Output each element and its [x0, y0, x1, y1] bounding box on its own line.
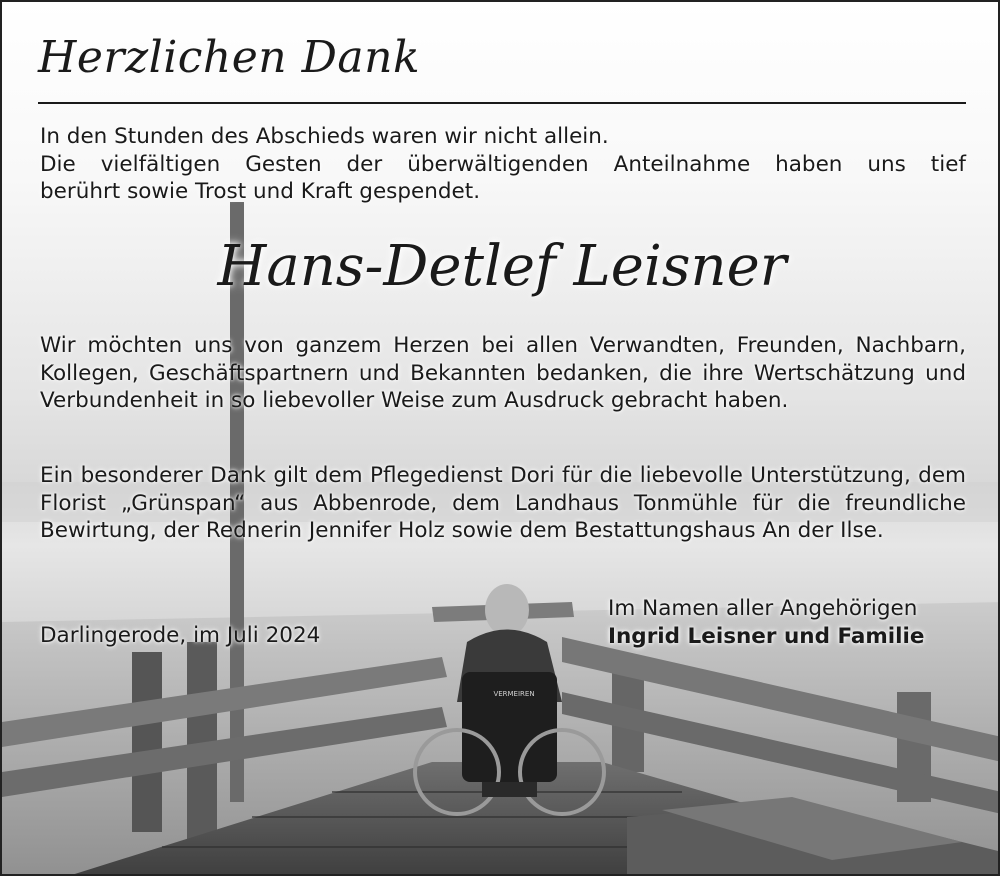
intro-paragraph: [40, 123, 966, 206]
heading-divider: [38, 102, 966, 104]
intro-line-3: berührt sowie Trost und Kraft gespendet.: [40, 179, 481, 204]
special-thanks-paragraph: Ein besonderer Dank gilt dem Pflegedienst Dori für die liebevolle Unterstützung, dem Florist „Grünspan“ aus Abbenrode, dem Landhaus Tonmühle für die freundliche Bewirtung, der Rednerin Jennifer Holz sowie dem Bestattungshaus An der Ilse.: [40, 463, 966, 543]
intro-line-2: Die vielfältigen Gesten der überwältigenden Anteilnahme haben uns tief: [40, 151, 966, 177]
thanks-paragraph: Wir möchten uns von ganzem Herzen bei allen Verwandten, Freunden, Nachbarn, Kollegen, Geschäftspartnern und Bekannten bedanken, die ihre Wertschätzung und Verbundenheit in so liebevoller Weise zum Ausdruck gebracht haben.: [40, 333, 966, 413]
deceased-name: Hans-Detlef Leisner: [217, 234, 787, 299]
intro-line-1: In den Stunden des Abschieds waren wir nicht allein.: [40, 124, 609, 149]
content-layer: [2, 2, 1000, 876]
place-date: Darlingerode, im Juli 2024: [40, 623, 321, 648]
wheelchair-brand-label: VERMEIREN: [493, 690, 535, 698]
signature-block: [608, 595, 925, 651]
signature-line-2: Ingrid Leisner und Familie: [608, 624, 925, 649]
heading-title: Herzlichen Dank: [38, 32, 421, 83]
signature-line-1: Im Namen aller Angehörigen: [608, 596, 918, 621]
